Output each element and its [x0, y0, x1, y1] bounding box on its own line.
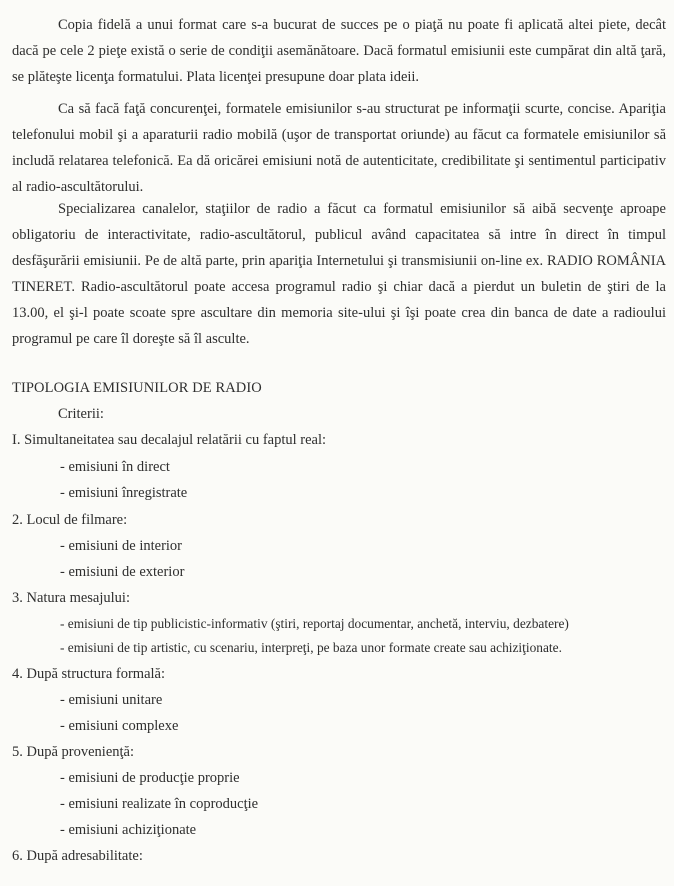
section-heading: TIPOLOGIA EMISIUNILOR DE RADIO — [12, 380, 262, 396]
criterion-title: 3. Natura mesajului: — [12, 590, 130, 606]
criterion-title: 6. După adresabilitate: — [12, 848, 143, 864]
criterion-item: - emisiuni înregistrate — [60, 485, 188, 501]
criterion-item: - emisiuni de tip artistic, cu scenariu, interpreţi, pe baza unor formate create sau achiziţionate. — [60, 640, 562, 655]
criterion-item: - emisiuni de interior — [60, 538, 183, 554]
paragraph-format-copy — [12, 12, 666, 90]
criterion-item: - emisiuni realizate în coproducţie — [60, 796, 259, 812]
paragraph-text: Specializarea canalelor, staţiilor de radio a făcut ca formatul emisiunilor să aibă secvenţe aproape obligatoriu de interactivitate, radio-ascultătorul, publicul având capacitatea să intre în direct în timpul desfăşurării emisiunii. Pe de altă parte, prin apariţia Internetului şi transmisiunii on-line ex. RADIO ROMÂNIA TINERET. Radio-ascultătorul poate accesa programul radio şi chiar dacă a pierdut un buletin de ştiri de la 13.00, el şi-l poate scoate spre ascultare din memoria site-ului şi îşi poate crea din banca de date a radioului programul pe care îl doreşte să îl asculte. — [12, 201, 666, 347]
criterion-title: 4. După structura formală: — [12, 666, 166, 682]
criteria-label: Criterii: — [58, 406, 104, 422]
criterion-title: 5. După provenienţă: — [12, 744, 135, 760]
criterion-item: - emisiuni complexe — [60, 718, 179, 734]
criterion-item: - emisiuni achiziţionate — [60, 822, 197, 838]
criterion-item: - emisiuni de exterior — [60, 564, 185, 580]
criterion-item: - emisiuni în direct — [60, 459, 170, 475]
paragraph-specialization — [12, 196, 666, 352]
criterion-title: 2. Locul de filmare: — [12, 512, 128, 528]
criterion-title: I. Simultaneitatea sau decalajul relatării cu faptul real: — [12, 432, 327, 448]
criterion-item: - emisiuni de producţie proprie — [60, 770, 240, 786]
criterion-item: - emisiuni de tip publicistic-informativ (ştiri, reportaj documentar, anchetă, interviu, dezbatere) — [60, 616, 569, 631]
paragraph-competition — [12, 96, 666, 200]
paragraph-text: Copia fidelă a unui format care s-a bucurat de succes pe o piaţă nu poate fi aplicată altei piete, decât dacă pe cele 2 pieţe există o serie de condiţii asemănătoare. Dacă formatul emisiunii este cumpărat din altă ţară, se plăteşte licenţa formatului. Plata licenţei presupune doar plata ideii. — [12, 17, 666, 85]
paragraph-text: Ca să facă faţă concurenţei, formatele emisiunilor s-au structurat pe informaţii scurte, concise. Apariţia telefonului mobil şi a aparaturii radio mobilă (uşor de transportat oriunde) au făcut ca formatele emisiunilor să includă relatarea telefonică. Ea dă oricărei emisiuni notă de autenticitate, credibilitate şi sentimentul participativ al radio-ascultătorului. — [12, 101, 666, 195]
criterion-item: - emisiuni unitare — [60, 692, 163, 708]
